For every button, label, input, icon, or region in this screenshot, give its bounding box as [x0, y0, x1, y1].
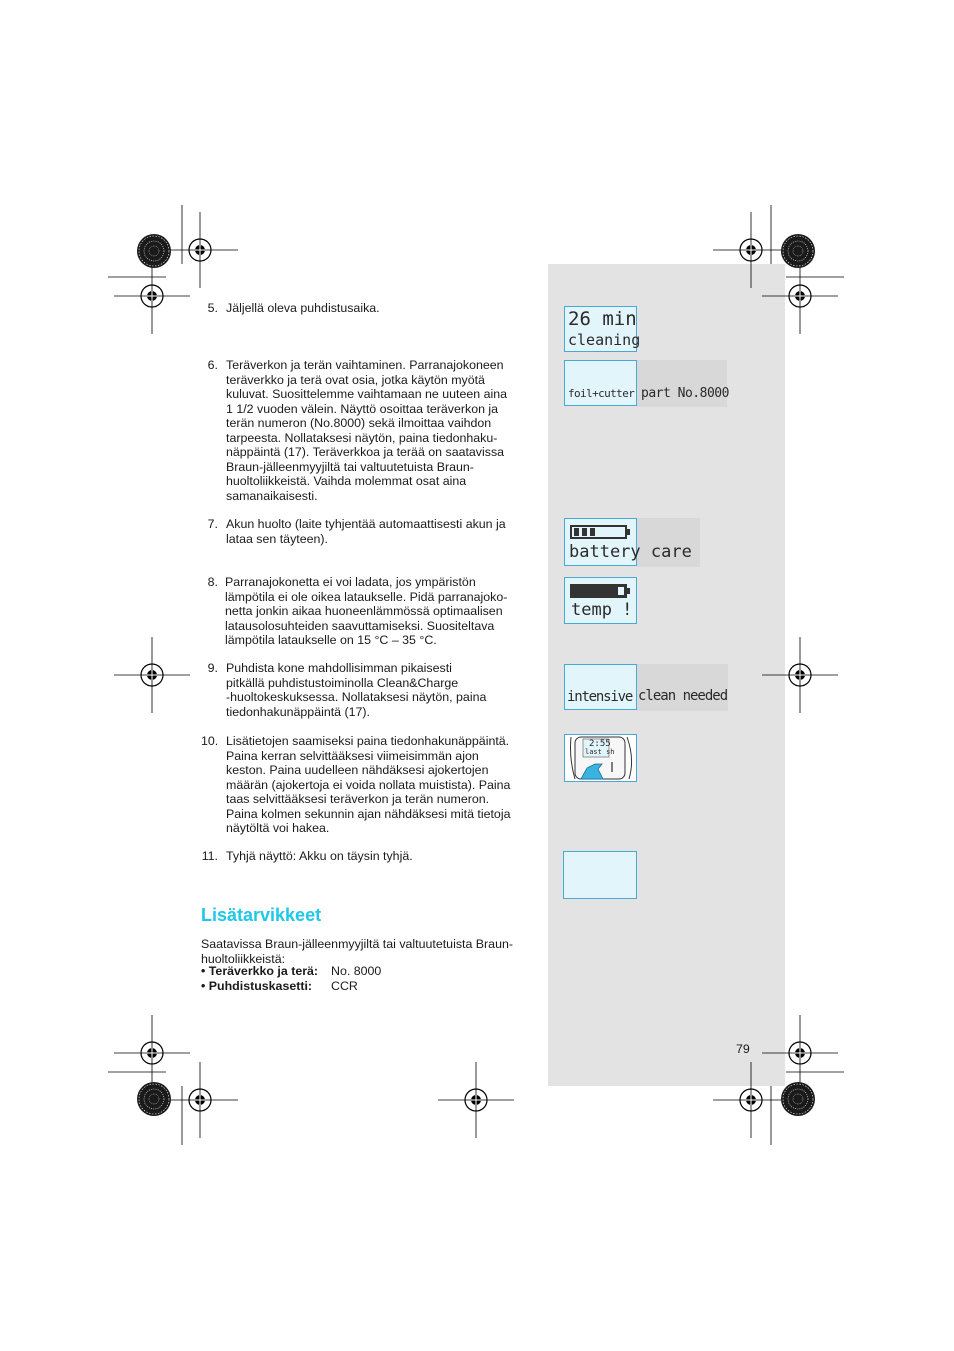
item-number: 10.: [201, 734, 219, 748]
item-text: Lisätietojen saamiseksi paina tiedonhakunäppäintä. Paina kerran selvittääksesi viimeisimmän ajon keston. Paina uudelleen nähdäksesi ajokertojen määrän (ajokertoja ei voida nollata muistista). Paina taas selvittääksesi teräverkon ja terän numeron. Paina kolmen sekunnin ajan nähdäksesi mitä tietoja näytöltä voi hakea.: [226, 734, 511, 835]
lcd-intensive-text: intensive: [567, 689, 633, 705]
item-number: 9.: [207, 661, 218, 675]
lcd-clean-needed-text: clean needed: [638, 688, 728, 704]
accessory-value: No. 8000: [331, 964, 382, 978]
lcd-part-text: part No.8000: [641, 386, 729, 401]
accessory-value: CCR: [331, 979, 358, 993]
item-number: 5.: [207, 301, 218, 315]
lcd-temp-text: temp !: [571, 600, 633, 620]
item-text: Teräverkon ja terän vaihtaminen. Parranajokoneen teräverkko ja terä ovat osia, jotka käytön myötä kuluvat. Suosittelemme vaihtamaan ne uuteen aina 1 1/2 vuoden välein. Näyttö osoittaa teräverkon ja terän numeron (No.8000) sekä ilmoittaa vaihdon tarpeesta. Nollataksesi näytön, paina tiedonhaku- näppäintä (17). Teräverkkoa ja terää on saatavissa Braun-jälleenmyyjiltä tai valtuutetuista Braun- huoltoliikkeistä. Vaihda molemmat osat aina samanaikaisesti.: [226, 358, 508, 503]
item-text: Puhdista kone mahdollisimman pikaisesti pitkällä puhdistustoiminolla Clean&Charge -huoltokeskuksessa. Nollataksesi näytön, paina tiedonhakunäppäintä (17).: [226, 661, 487, 719]
accessories-intro: Saatavissa Braun-jälleenmyyjiltä tai valtuutetuista Braun- huoltoliikkeistä:: [201, 937, 513, 966]
item-number: 8.: [207, 575, 218, 589]
section-heading: Lisätarvikkeet: [201, 905, 322, 925]
lcd-time-text: 26 min: [568, 308, 637, 330]
lcd-label-text: cleaning: [568, 331, 641, 349]
page-number: 79: [736, 1042, 750, 1056]
lcd-battery-care-text: battery care: [569, 542, 692, 562]
item-text: Tyhjä näyttö: Akku on täysin tyhjä.: [226, 849, 413, 863]
item-text: Parranajokonetta ei voi ladata, jos ympäristön lämpötila ei ole oikea lataukselle. Pidä parranajoko- netta jonkin aikaa huoneenlämmössä optimaalisen latausolosuhteiden saavuttamiseksi. Suositeltava lämpötila lataukselle on 15 °C – 35 °C.: [225, 575, 508, 647]
device-time-text: 2:55: [589, 739, 611, 749]
accessory-label: • Puhdistuskasetti:: [201, 979, 313, 993]
accessory-label: • Teräverkko ja terä:: [201, 964, 319, 978]
item-text: Akun huolto (laite tyhjentää automaattisesti akun ja lataa sen täyteen).: [226, 517, 506, 546]
item-number: 7.: [207, 517, 218, 531]
item-number: 11.: [201, 849, 218, 863]
item-text: Jäljellä oleva puhdistusaika.: [226, 301, 380, 315]
item-number: 6.: [207, 358, 218, 372]
device-label-text: last sh: [585, 748, 615, 756]
lcd-foil-text: foil+cutter: [568, 387, 635, 400]
